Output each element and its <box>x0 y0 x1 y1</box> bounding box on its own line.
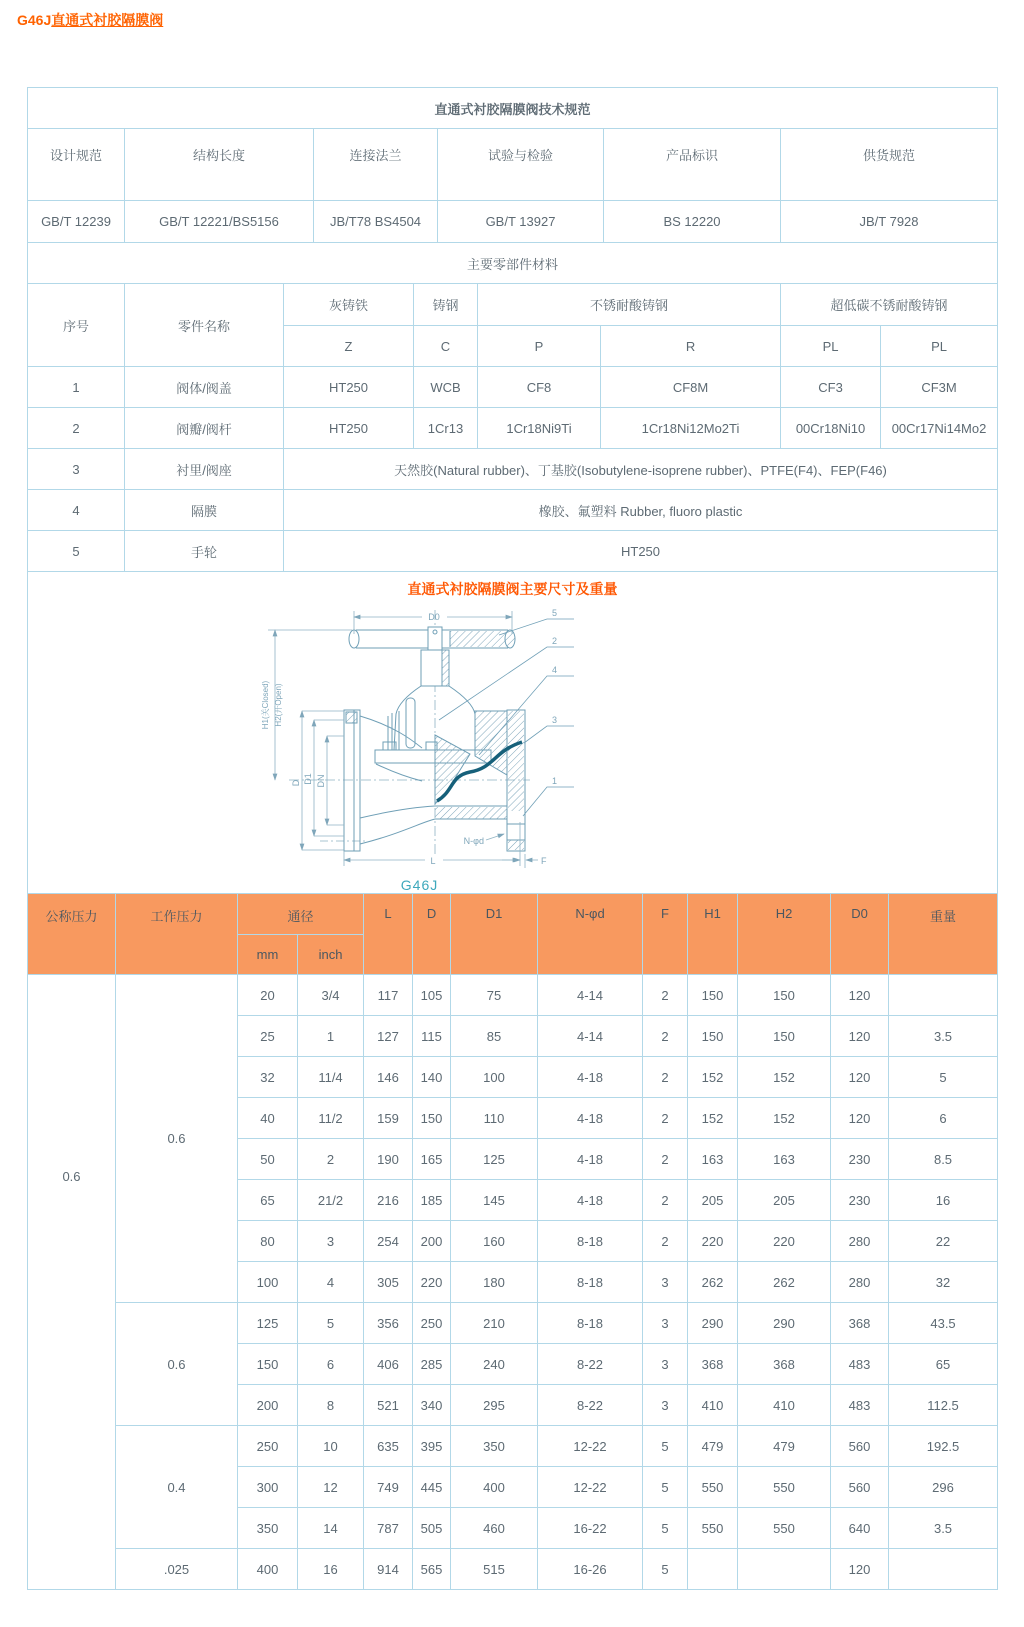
materials-row <box>28 408 998 449</box>
dim-value-cell: 560 <box>831 1426 889 1467</box>
ultra-low-carbon-header: 超低碳不锈耐酸铸钢 <box>781 284 998 326</box>
diagram-cell <box>28 572 998 894</box>
d0-header: D0 <box>831 894 889 975</box>
dim-value-cell: 165 <box>413 1139 451 1180</box>
material-seq-cell: 4 <box>28 490 125 531</box>
grade-code-cell: R <box>601 326 781 367</box>
dim-value-cell <box>688 1549 738 1590</box>
callout-2: 2 <box>552 636 558 646</box>
n-phid-header: N-φd <box>538 894 643 975</box>
dim-value-cell: 479 <box>688 1426 738 1467</box>
dim-value-cell: 5 <box>643 1508 688 1549</box>
material-part-cell: 手轮 <box>125 531 284 572</box>
dim-value-cell: 395 <box>413 1426 451 1467</box>
dims-row <box>28 1426 998 1467</box>
dim-value-cell: 3/4 <box>298 975 364 1016</box>
spec-header-cell: 结构长度 <box>125 129 314 201</box>
dim-value-cell: 110 <box>451 1098 538 1139</box>
material-seq-cell: 5 <box>28 531 125 572</box>
dim-value-cell: 400 <box>451 1467 538 1508</box>
dim-value-cell: 300 <box>238 1467 298 1508</box>
dim-value-cell: 4-18 <box>538 1139 643 1180</box>
dim-value-cell: 150 <box>238 1344 298 1385</box>
dims-header-row <box>28 894 998 935</box>
dim-value-cell: 550 <box>738 1467 831 1508</box>
dim-value-cell: 296 <box>889 1467 998 1508</box>
dim-value-cell: 8-18 <box>538 1262 643 1303</box>
dim-value-cell: 350 <box>238 1508 298 1549</box>
dim-value-cell: 43.5 <box>889 1303 998 1344</box>
dim-value-cell: 85 <box>451 1016 538 1057</box>
valve-technical-drawing <box>257 603 582 871</box>
material-span-cell: HT250 <box>284 531 998 572</box>
material-grade-cell: CF3 <box>781 367 881 408</box>
dim-value-cell: 220 <box>738 1221 831 1262</box>
dim-value-cell: 152 <box>738 1057 831 1098</box>
spec-header-cell: 供货规范 <box>781 129 998 201</box>
callout-4: 4 <box>552 665 558 675</box>
dim-value-cell: 11/2 <box>298 1098 364 1139</box>
dim-value-cell: 445 <box>413 1467 451 1508</box>
materials-table <box>27 283 998 572</box>
dim-value-cell: 1 <box>298 1016 364 1057</box>
dim-value-cell: 120 <box>831 975 889 1016</box>
dim-value-cell: 4-14 <box>538 1016 643 1057</box>
dim-value-cell: 749 <box>364 1467 413 1508</box>
product-code: G46J <box>17 12 52 28</box>
spec-table-title: 直通式衬胶隔膜阀技术规范 <box>28 88 998 129</box>
working-pressure-cell: 0.4 <box>116 1426 238 1549</box>
dim-value-cell: 117 <box>364 975 413 1016</box>
dim-value-cell: 550 <box>688 1467 738 1508</box>
materials-row <box>28 449 998 490</box>
h1-header: H1 <box>688 894 738 975</box>
dim-value-cell: 515 <box>451 1549 538 1590</box>
dim-value-cell: 150 <box>738 1016 831 1057</box>
grade-code-cell: P <box>478 326 601 367</box>
dim-value-cell: 20 <box>238 975 298 1016</box>
bonnet-yoke <box>375 650 491 781</box>
dim-value-cell: 115 <box>413 1016 451 1057</box>
dim-value-cell: 100 <box>238 1262 298 1303</box>
dim-value-cell: 250 <box>238 1426 298 1467</box>
dim-value-cell: 150 <box>413 1098 451 1139</box>
bore-header: 通径 <box>238 894 364 935</box>
dim-value-cell: 32 <box>889 1262 998 1303</box>
working-pressure-cell: .025 <box>116 1549 238 1590</box>
dim-value-cell: 479 <box>738 1426 831 1467</box>
dim-value-cell: 505 <box>413 1508 451 1549</box>
dim-value-cell: 3 <box>643 1344 688 1385</box>
dim-value-cell: 2 <box>643 1139 688 1180</box>
working-pressure-cell: 0.6 <box>116 1303 238 1426</box>
dim-value-cell: 410 <box>688 1385 738 1426</box>
dim-value-cell: 521 <box>364 1385 413 1426</box>
spec-values-row <box>28 201 998 243</box>
nominal-pressure-cell: 0.6 <box>28 975 116 1590</box>
dim-value-cell: 2 <box>643 1016 688 1057</box>
dim-value-cell: 192.5 <box>889 1426 998 1467</box>
spec-value-cell: BS 12220 <box>604 201 781 243</box>
dim-value-cell: 120 <box>831 1016 889 1057</box>
dim-value-cell: 2 <box>643 1180 688 1221</box>
d1-header: D1 <box>451 894 538 975</box>
dim-value-cell: 65 <box>238 1180 298 1221</box>
dim-value-cell: 127 <box>364 1016 413 1057</box>
dim-label-l: L <box>430 856 436 866</box>
dim-value-cell: 262 <box>688 1262 738 1303</box>
dim-value-cell: 285 <box>413 1344 451 1385</box>
dim-value-cell: 3 <box>643 1303 688 1344</box>
spec-header-row <box>28 129 998 201</box>
dim-value-cell: 290 <box>688 1303 738 1344</box>
dim-value-cell: 368 <box>738 1344 831 1385</box>
dim-value-cell: 32 <box>238 1057 298 1098</box>
material-part-cell: 隔膜 <box>125 490 284 531</box>
dim-value-cell: 280 <box>831 1221 889 1262</box>
callout-1: 1 <box>552 776 558 786</box>
grade-code-cell: PL <box>881 326 998 367</box>
diagram-caption: G46J <box>400 877 439 893</box>
dim-value-cell: 190 <box>364 1139 413 1180</box>
dim-value-cell: 3.5 <box>889 1016 998 1057</box>
working-pressure-cell: 0.6 <box>116 975 238 1303</box>
dim-value-cell: 368 <box>688 1344 738 1385</box>
dim-label-dn: DN <box>316 774 326 788</box>
dim-value-cell: 787 <box>364 1508 413 1549</box>
callout-3: 3 <box>552 715 558 725</box>
part-name-header: 零件名称 <box>125 284 284 367</box>
dim-value-cell: 12-22 <box>538 1426 643 1467</box>
spec-header-cell: 连接法兰 <box>314 129 438 201</box>
product-name: 直通式衬胶隔膜阀 <box>51 12 164 28</box>
dim-value-cell: 185 <box>413 1180 451 1221</box>
spec-header-cell: 设计规范 <box>28 129 125 201</box>
weight-header: 重量 <box>889 894 998 975</box>
dim-value-cell: 356 <box>364 1303 413 1344</box>
handwheel <box>349 627 515 650</box>
dim-value-cell: 200 <box>413 1221 451 1262</box>
material-grade-cell: 00Cr17Ni14Mo2 <box>881 408 998 449</box>
dim-value-cell: 125 <box>238 1303 298 1344</box>
dim-label-h1: H1(关Closed) <box>261 680 270 730</box>
spec-header-cell: 产品标识 <box>604 129 781 201</box>
dim-value-cell: 160 <box>451 1221 538 1262</box>
dim-value-cell: 8-18 <box>538 1303 643 1344</box>
dim-value-cell: 5 <box>643 1549 688 1590</box>
material-seq-cell: 1 <box>28 367 125 408</box>
dim-value-cell: 16 <box>298 1549 364 1590</box>
dim-value-cell: 216 <box>364 1180 413 1221</box>
dim-value-cell: 11/4 <box>298 1057 364 1098</box>
material-grade-cell: CF8 <box>478 367 601 408</box>
dim-value-cell: 120 <box>831 1549 889 1590</box>
dim-value-cell: 3.5 <box>889 1508 998 1549</box>
dim-value-cell: 410 <box>738 1385 831 1426</box>
dim-value-cell: 50 <box>238 1139 298 1180</box>
dim-label-h2: H2(开Open) <box>274 683 283 727</box>
dim-value-cell: 4-18 <box>538 1057 643 1098</box>
mm-header: mm <box>238 935 298 975</box>
dim-value-cell: 152 <box>688 1098 738 1139</box>
inch-header: inch <box>298 935 364 975</box>
dim-value-cell: 150 <box>738 975 831 1016</box>
dim-value-cell: 340 <box>413 1385 451 1426</box>
material-grade-cell: WCB <box>414 367 478 408</box>
dims-row <box>28 1303 998 1344</box>
dim-value-cell: 25 <box>238 1016 298 1057</box>
dim-value-cell: 112.5 <box>889 1385 998 1426</box>
spec-value-cell: JB/T 7928 <box>781 201 998 243</box>
dim-value-cell: 120 <box>831 1057 889 1098</box>
dim-value-cell: 2 <box>643 1057 688 1098</box>
dim-value-cell: 125 <box>451 1139 538 1180</box>
dim-value-cell <box>889 975 998 1016</box>
dim-value-cell: 12-22 <box>538 1467 643 1508</box>
dim-value-cell: 22 <box>889 1221 998 1262</box>
materials-row <box>28 490 998 531</box>
dim-value-cell: 483 <box>831 1344 889 1385</box>
dim-value-cell: 560 <box>831 1467 889 1508</box>
content-area <box>27 87 997 1590</box>
material-span-cell: 橡胶、氟塑料 Rubber, fluoro plastic <box>284 490 998 531</box>
valve-body <box>344 710 525 851</box>
material-part-cell: 衬里/阀座 <box>125 449 284 490</box>
dim-value-cell: 350 <box>451 1426 538 1467</box>
dim-value-cell: 230 <box>831 1180 889 1221</box>
dim-value-cell: 4-14 <box>538 975 643 1016</box>
diagram-table <box>27 571 998 894</box>
dim-value-cell: 550 <box>688 1508 738 1549</box>
dim-label-n-phid: N-φd <box>463 836 484 846</box>
dim-value-cell: 483 <box>831 1385 889 1426</box>
dim-value-cell: 3 <box>643 1262 688 1303</box>
material-grade-cell: HT250 <box>284 367 414 408</box>
dim-value-cell <box>889 1549 998 1590</box>
dim-value-cell: 262 <box>738 1262 831 1303</box>
dim-value-cell: 5 <box>643 1467 688 1508</box>
dim-value-cell: 105 <box>413 975 451 1016</box>
dim-value-cell: 159 <box>364 1098 413 1139</box>
dim-value-cell: 230 <box>831 1139 889 1180</box>
dim-value-cell: 280 <box>831 1262 889 1303</box>
dim-value-cell: 6 <box>889 1098 998 1139</box>
dim-value-cell: 8-18 <box>538 1221 643 1262</box>
dim-value-cell: 565 <box>413 1549 451 1590</box>
spec-value-cell: JB/T78 BS4504 <box>314 201 438 243</box>
dim-value-cell: 80 <box>238 1221 298 1262</box>
d-header: D <box>413 894 451 975</box>
dim-value-cell: 4 <box>298 1262 364 1303</box>
dim-value-cell: 640 <box>831 1508 889 1549</box>
dim-value-cell: 240 <box>451 1344 538 1385</box>
spec-header-cell: 试验与检验 <box>438 129 604 201</box>
dim-label-d: D <box>291 779 301 787</box>
dim-value-cell: 100 <box>451 1057 538 1098</box>
dim-value-cell: 406 <box>364 1344 413 1385</box>
material-grade-cell: 1Cr13 <box>414 408 478 449</box>
dim-value-cell: 150 <box>688 1016 738 1057</box>
grade-code-cell: Z <box>284 326 414 367</box>
materials-row <box>28 367 998 408</box>
dim-value-cell: 220 <box>413 1262 451 1303</box>
dim-value-cell: 550 <box>738 1508 831 1549</box>
dim-value-cell: 400 <box>238 1549 298 1590</box>
tech-spec-table <box>27 87 998 284</box>
materials-row <box>28 531 998 572</box>
dim-value-cell: 5 <box>643 1426 688 1467</box>
dim-label-f: F <box>541 856 547 866</box>
dim-value-cell: 205 <box>738 1180 831 1221</box>
diagram-title: 直通式衬胶隔膜阀主要尺寸及重量 <box>407 581 618 597</box>
spec-value-cell: GB/T 12221/BS5156 <box>125 201 314 243</box>
materials-header-row <box>28 284 998 326</box>
grade-code-cell: C <box>414 326 478 367</box>
dim-value-cell: 305 <box>364 1262 413 1303</box>
dim-value-cell: 368 <box>831 1303 889 1344</box>
dim-value-cell: 914 <box>364 1549 413 1590</box>
dim-value-cell <box>738 1549 831 1590</box>
nominal-pressure-header: 公称压力 <box>28 894 116 975</box>
working-pressure-header: 工作压力 <box>116 894 238 975</box>
callout-5: 5 <box>552 608 558 618</box>
dim-label-d0: D0 <box>428 612 440 622</box>
dim-value-cell: 12 <box>298 1467 364 1508</box>
dim-value-cell: 152 <box>738 1098 831 1139</box>
dim-value-cell: 210 <box>451 1303 538 1344</box>
material-seq-cell: 2 <box>28 408 125 449</box>
dim-value-cell: 3 <box>298 1221 364 1262</box>
l-header: L <box>364 894 413 975</box>
material-grade-cell: CF3M <box>881 367 998 408</box>
dim-value-cell: 254 <box>364 1221 413 1262</box>
dim-value-cell: 250 <box>413 1303 451 1344</box>
dim-value-cell: 180 <box>451 1262 538 1303</box>
dim-value-cell: 16-26 <box>538 1549 643 1590</box>
dim-value-cell: 75 <box>451 975 538 1016</box>
material-grade-cell: 00Cr18Ni10 <box>781 408 881 449</box>
dim-value-cell: 65 <box>889 1344 998 1385</box>
dim-value-cell: 16-22 <box>538 1508 643 1549</box>
dim-value-cell: 150 <box>688 975 738 1016</box>
material-grade-cell: 1Cr18Ni12Mo2Ti <box>601 408 781 449</box>
dims-row <box>28 1549 998 1590</box>
h2-header: H2 <box>738 894 831 975</box>
spec-title-row <box>28 88 998 129</box>
dim-value-cell: 10 <box>298 1426 364 1467</box>
dim-value-cell: 2 <box>643 1221 688 1262</box>
dim-value-cell: 220 <box>688 1221 738 1262</box>
dim-value-cell: 16 <box>889 1180 998 1221</box>
seq-header: 序号 <box>28 284 125 367</box>
dim-value-cell: 8-22 <box>538 1344 643 1385</box>
dim-value-cell: 2 <box>643 975 688 1016</box>
dim-value-cell: 200 <box>238 1385 298 1426</box>
dim-label-d1: D1 <box>303 773 313 785</box>
dim-value-cell: 163 <box>738 1139 831 1180</box>
materials-title-row <box>28 243 998 284</box>
dim-value-cell: 145 <box>451 1180 538 1221</box>
material-part-cell: 阀瓣/阀杆 <box>125 408 284 449</box>
dim-value-cell: 4-18 <box>538 1180 643 1221</box>
dim-value-cell: 120 <box>831 1098 889 1139</box>
dim-value-cell: 5 <box>298 1303 364 1344</box>
dim-value-cell: 2 <box>643 1098 688 1139</box>
material-grade-cell: CF8M <box>601 367 781 408</box>
dim-value-cell: 152 <box>688 1057 738 1098</box>
dim-value-cell: 4-18 <box>538 1098 643 1139</box>
cast-steel-header: 铸钢 <box>414 284 478 326</box>
dimensions-table <box>27 893 998 1590</box>
material-grade-cell: 1Cr18Ni9Ti <box>478 408 601 449</box>
f-header: F <box>643 894 688 975</box>
dim-value-cell: 205 <box>688 1180 738 1221</box>
material-span-cell: 天然胶(Natural rubber)、丁基胶(Isobutylene-isoprene rubber)、PTFE(F4)、FEP(F46) <box>284 449 998 490</box>
dim-value-cell: 40 <box>238 1098 298 1139</box>
dim-value-cell: 8.5 <box>889 1139 998 1180</box>
dim-value-cell: 140 <box>413 1057 451 1098</box>
stainless-acid-header: 不锈耐酸铸钢 <box>478 284 781 326</box>
dims-row <box>28 975 998 1016</box>
dim-value-cell: 21/2 <box>298 1180 364 1221</box>
dim-value-cell: 146 <box>364 1057 413 1098</box>
material-grade-cell: HT250 <box>284 408 414 449</box>
materials-section-title: 主要零部件材料 <box>28 243 998 284</box>
dim-value-cell: 3 <box>643 1385 688 1426</box>
dim-value-cell: 6 <box>298 1344 364 1385</box>
material-seq-cell: 3 <box>28 449 125 490</box>
spec-value-cell: GB/T 13927 <box>438 201 604 243</box>
product-title-link[interactable] <box>17 10 163 30</box>
dim-value-cell: 5 <box>889 1057 998 1098</box>
dim-value-cell: 295 <box>451 1385 538 1426</box>
material-part-cell: 阀体/阀盖 <box>125 367 284 408</box>
dim-value-cell: 460 <box>451 1508 538 1549</box>
dim-value-cell: 163 <box>688 1139 738 1180</box>
dim-value-cell: 8-22 <box>538 1385 643 1426</box>
dim-value-cell: 635 <box>364 1426 413 1467</box>
dim-value-cell: 14 <box>298 1508 364 1549</box>
dim-value-cell: 2 <box>298 1139 364 1180</box>
dim-value-cell: 8 <box>298 1385 364 1426</box>
gray-iron-header: 灰铸铁 <box>284 284 414 326</box>
spec-value-cell: GB/T 12239 <box>28 201 125 243</box>
grade-code-cell: PL <box>781 326 881 367</box>
dim-value-cell: 290 <box>738 1303 831 1344</box>
